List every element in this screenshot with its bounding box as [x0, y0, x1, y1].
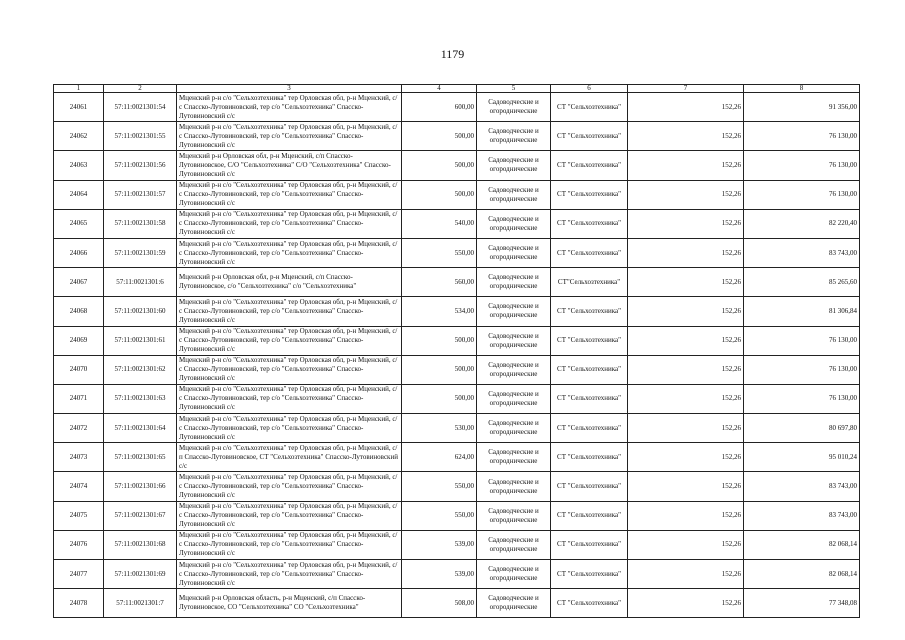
area-cell: 500,00	[402, 355, 477, 384]
row-number-cell: 24073	[54, 443, 104, 472]
table-row	[54, 93, 860, 122]
address-cell: Мценский р-н Орловская обл, р-н Мценский, с/п Спасско-Лутовиновское, С/О "Сельхозтехника" С/О "Сельхозтехника" Спасско-Лутовиновский с/с	[177, 151, 402, 180]
land-use-cell: Садоводческие и огороднические	[477, 384, 551, 413]
owner-cell: СТ "Сельхозтехника"	[551, 355, 628, 384]
cadastral-number-cell: 57:11:0021301:65	[104, 443, 177, 472]
owner-cell: СТ "Сельхозтехника"	[551, 414, 628, 443]
cadastral-number-cell: 57:11:0021301:69	[104, 560, 177, 589]
row-number-cell: 24067	[54, 268, 104, 297]
address-cell: Мценский р-н с/о "Сельхозтехника" тер Орловская обл, р-н Мценский, с/с Спасско-Лутовиновский, тер с/о "Сельхозтехника" Спасско-Лутовиновский с/с	[177, 560, 402, 589]
cadastral-number-cell: 57:11:0021301:60	[104, 297, 177, 326]
land-use-cell: Садоводческие и огороднические	[477, 443, 551, 472]
land-use-cell: Садоводческие и огороднические	[477, 297, 551, 326]
table-row	[54, 326, 860, 355]
cadastral-value-cell: 76 130,00	[744, 180, 860, 209]
row-number-cell: 24077	[54, 560, 104, 589]
rate-cell: 152,26	[628, 560, 744, 589]
row-number-cell: 24066	[54, 238, 104, 267]
table-row	[54, 209, 860, 238]
column-header: 6	[551, 85, 628, 93]
table-row	[54, 501, 860, 530]
address-cell: Мценский р-н с/о "Сельхозтехника" тер Орловская обл, р-н Мценский, с/с Спасско-Лутовиновский, тер с/о "Сельхозтехника" Спасско-Лутовиновский с/с	[177, 209, 402, 238]
land-use-cell: Садоводческие и огороднические	[477, 414, 551, 443]
header-row	[54, 85, 860, 93]
cadastral-value-cell: 83 743,00	[744, 472, 860, 501]
owner-cell: СТ "Сельхозтехника"	[551, 209, 628, 238]
owner-cell: СТ "Сельхозтехника"	[551, 326, 628, 355]
cadastral-number-cell: 57:11:0021301:68	[104, 530, 177, 559]
land-use-cell: Садоводческие и огороднические	[477, 209, 551, 238]
cadastral-number-cell: 57:11:0021301:62	[104, 355, 177, 384]
area-cell: 500,00	[402, 384, 477, 413]
cadastral-value-cell: 76 130,00	[744, 384, 860, 413]
cadastral-number-cell: 57:11:0021301:67	[104, 501, 177, 530]
row-number-cell: 24072	[54, 414, 104, 443]
table-row	[54, 560, 860, 589]
owner-cell: СТ "Сельхозтехника"	[551, 238, 628, 267]
area-cell: 624,00	[402, 443, 477, 472]
cadastral-value-cell: 77 348,08	[744, 589, 860, 618]
area-cell: 539,00	[402, 560, 477, 589]
row-number-cell: 24078	[54, 589, 104, 618]
address-cell: Мценский р-н с/о "Сельхозтехника" тер Орловская обл, р-н Мценский, с/с Спасско-Лутовиновский, тер с/о "Сельхозтехника" Спасско-Лутовиновский с/с	[177, 326, 402, 355]
cadastral-number-cell: 57:11:0021301:61	[104, 326, 177, 355]
land-use-cell: Садоводческие и огороднические	[477, 501, 551, 530]
land-use-cell: Садоводческие и огороднические	[477, 472, 551, 501]
area-cell: 500,00	[402, 122, 477, 151]
rate-cell: 152,26	[628, 355, 744, 384]
cadastral-number-cell: 57:11:0021301:57	[104, 180, 177, 209]
area-cell: 539,00	[402, 530, 477, 559]
table-row	[54, 414, 860, 443]
owner-cell: СТ "Сельхозтехника"	[551, 589, 628, 618]
address-cell: Мценский р-н с/о "Сельхозтехника" тер Орловская обл, р-н Мценский, с/с Спасско-Лутовиновский, тер с/о "Сельхозтехника" Спасско-Лутовиновский с/с	[177, 501, 402, 530]
cadastral-value-cell: 95 010,24	[744, 443, 860, 472]
cadastral-number-cell: 57:11:0021301:64	[104, 414, 177, 443]
address-cell: Мценский р-н с/о "Сельхозтехника" тер Орловская обл, р-н Мценский, с/с Спасско-Лутовиновский, тер с/о "Сельхозтехника" Спасско-Лутовиновский с/с	[177, 122, 402, 151]
rate-cell: 152,26	[628, 209, 744, 238]
cadastral-number-cell: 57:11:0021301:7	[104, 589, 177, 618]
address-cell: Мценский р-н с/о "Сельхозтехника" тер Орловская обл, р-н Мценский, с/с Спасско-Лутовиновский, тер с/о "Сельхозтехника" Спасско-Лутовиновский с/с	[177, 297, 402, 326]
row-number-cell: 24076	[54, 530, 104, 559]
table-row	[54, 268, 860, 297]
row-number-cell: 24062	[54, 122, 104, 151]
rate-cell: 152,26	[628, 268, 744, 297]
land-use-cell: Садоводческие и огороднические	[477, 238, 551, 267]
address-cell: Мценский р-н с/о "Сельхозтехника" тер Орловская обл, р-н Мценский, с/с Спасско-Лутовиновский, тер с/о "Сельхозтехника" Спасско-Лутовиновский с/с	[177, 384, 402, 413]
table-row	[54, 238, 860, 267]
land-use-cell: Садоводческие и огороднические	[477, 560, 551, 589]
rate-cell: 152,26	[628, 180, 744, 209]
address-cell: Мценский р-н Орловская обл, р-н Мценский, с/п Спасско-Лутовиновское, с/о "Сельхозтехника" с/о "Сельхозтехника"	[177, 268, 402, 297]
table-row	[54, 297, 860, 326]
owner-cell: СТ "Сельхозтехника"	[551, 501, 628, 530]
cadastral-value-cell: 76 130,00	[744, 355, 860, 384]
row-number-cell: 24071	[54, 384, 104, 413]
row-number-cell: 24075	[54, 501, 104, 530]
area-cell: 550,00	[402, 501, 477, 530]
cadastral-value-cell: 82 068,14	[744, 530, 860, 559]
area-cell: 500,00	[402, 326, 477, 355]
cadastral-value-cell: 76 130,00	[744, 326, 860, 355]
rate-cell: 152,26	[628, 384, 744, 413]
table-row	[54, 355, 860, 384]
area-cell: 550,00	[402, 472, 477, 501]
table-row	[54, 151, 860, 180]
area-cell: 500,00	[402, 151, 477, 180]
rate-cell: 152,26	[628, 238, 744, 267]
land-registry-table	[53, 84, 860, 618]
rate-cell: 152,26	[628, 326, 744, 355]
column-header: 3	[177, 85, 402, 93]
row-number-cell: 24074	[54, 472, 104, 501]
land-use-cell: Садоводческие и огороднические	[477, 151, 551, 180]
cadastral-number-cell: 57:11:0021301:54	[104, 93, 177, 122]
rate-cell: 152,26	[628, 151, 744, 180]
owner-cell: СТ "Сельхозтехника"	[551, 297, 628, 326]
table-row	[54, 443, 860, 472]
cadastral-value-cell: 82 068,14	[744, 560, 860, 589]
cadastral-number-cell: 57:11:0021301:66	[104, 472, 177, 501]
rate-cell: 152,26	[628, 93, 744, 122]
address-cell: Мценский р-н с/о "Сельхозтехника" тер Орловская обл, р-н Мценский, с/с Спасско-Лутовиновский, тер с/о "Сельхозтехника" Спасско-Лутовиновский с/с	[177, 93, 402, 122]
table-body	[54, 93, 860, 618]
address-cell: Мценский р-н с/о "Сельхозтехника" тер Орловская обл, р-н Мценский, с/с Спасско-Лутовиновский, тер с/о "Сельхозтехника" Спасско-Лутовиновский с/с	[177, 180, 402, 209]
address-cell: Мценский р-н с/о "Сельхозтехника" тер Орловская обл, р-н Мценский, с/с Спасско-Лутовиновский, тер с/о "Сельхозтехника" Спасско-Лутовиновский с/с	[177, 530, 402, 559]
owner-cell: СТ "Сельхозтехника"	[551, 151, 628, 180]
land-use-cell: Садоводческие и огороднические	[477, 180, 551, 209]
column-header: 7	[628, 85, 744, 93]
cadastral-value-cell: 81 306,84	[744, 297, 860, 326]
column-header: 4	[402, 85, 477, 93]
cadastral-number-cell: 57:11:0021301:63	[104, 384, 177, 413]
owner-cell: СТ "Сельхозтехника"	[551, 472, 628, 501]
area-cell: 600,00	[402, 93, 477, 122]
cadastral-value-cell: 76 130,00	[744, 122, 860, 151]
column-header: 1	[54, 85, 104, 93]
row-number-cell: 24069	[54, 326, 104, 355]
owner-cell: СТ "Сельхозтехника"	[551, 93, 628, 122]
table-row	[54, 530, 860, 559]
address-cell: Мценский р-н с/о "Сельхозтехника" тер Орловская обл, р-н Мценский, с/с Спасско-Лутовиновский, тер с/о "Сельхозтехника" Спасско-Лутовиновский с/с	[177, 472, 402, 501]
rate-cell: 152,26	[628, 472, 744, 501]
rate-cell: 152,26	[628, 297, 744, 326]
land-use-cell: Садоводческие и огороднические	[477, 268, 551, 297]
address-cell: Мценский р-н Орловская область, р-н Мценский, с/п Спасско-Лутовиновское, СО "Сельхозтехника" СО "Сельхозтехника"	[177, 589, 402, 618]
cadastral-value-cell: 85 265,60	[744, 268, 860, 297]
table-row	[54, 472, 860, 501]
cadastral-number-cell: 57:11:0021301:55	[104, 122, 177, 151]
cadastral-value-cell: 80 697,80	[744, 414, 860, 443]
column-header: 2	[104, 85, 177, 93]
row-number-cell: 24061	[54, 93, 104, 122]
cadastral-value-cell: 76 130,00	[744, 151, 860, 180]
owner-cell: СТ "Сельхозтехника"	[551, 384, 628, 413]
cadastral-value-cell: 82 220,40	[744, 209, 860, 238]
area-cell: 534,00	[402, 297, 477, 326]
land-use-cell: Садоводческие и огороднические	[477, 355, 551, 384]
rate-cell: 152,26	[628, 530, 744, 559]
owner-cell: СТ"Сельхозтехника"	[551, 268, 628, 297]
area-cell: 550,00	[402, 238, 477, 267]
column-header: 5	[477, 85, 551, 93]
area-cell: 530,00	[402, 414, 477, 443]
rate-cell: 152,26	[628, 122, 744, 151]
land-use-cell: Садоводческие и огороднические	[477, 122, 551, 151]
cadastral-number-cell: 57:11:0021301:6	[104, 268, 177, 297]
land-use-cell: Садоводческие и огороднические	[477, 589, 551, 618]
table-row	[54, 122, 860, 151]
row-number-cell: 24070	[54, 355, 104, 384]
row-number-cell: 24065	[54, 209, 104, 238]
land-use-cell: Садоводческие и огороднические	[477, 93, 551, 122]
cadastral-value-cell: 91 356,00	[744, 93, 860, 122]
row-number-cell: 24068	[54, 297, 104, 326]
table-row	[54, 384, 860, 413]
row-number-cell: 24063	[54, 151, 104, 180]
table-row	[54, 589, 860, 618]
area-cell: 508,00	[402, 589, 477, 618]
cadastral-number-cell: 57:11:0021301:56	[104, 151, 177, 180]
rate-cell: 152,26	[628, 443, 744, 472]
cadastral-value-cell: 83 743,00	[744, 238, 860, 267]
land-use-cell: Садоводческие и огороднические	[477, 326, 551, 355]
cadastral-number-cell: 57:11:0021301:59	[104, 238, 177, 267]
area-cell: 500,00	[402, 180, 477, 209]
owner-cell: СТ "Сельхозтехника"	[551, 443, 628, 472]
cadastral-number-cell: 57:11:0021301:58	[104, 209, 177, 238]
owner-cell: СТ "Сельхозтехника"	[551, 122, 628, 151]
rate-cell: 152,26	[628, 501, 744, 530]
owner-cell: СТ "Сельхозтехника"	[551, 180, 628, 209]
row-number-cell: 24064	[54, 180, 104, 209]
owner-cell: СТ "Сельхозтехника"	[551, 560, 628, 589]
column-header: 8	[744, 85, 860, 93]
owner-cell: СТ "Сельхозтехника"	[551, 530, 628, 559]
area-cell: 560,00	[402, 268, 477, 297]
land-use-cell: Садоводческие и огороднические	[477, 530, 551, 559]
address-cell: Мценский р-н с/о "Сельхозтехника" тер Орловская обл, р-н Мценский, с/с Спасско-Лутовиновский, тер с/о "Сельхозтехника" Спасско-Лутовиновский с/с	[177, 238, 402, 267]
address-cell: Мценский р-н с/о "Сельхозтехника" тер Орловская обл, р-н Мценский, с/п Спасско-Лутовиновское, СТ "Сельхозтехника" Спасско-Лутовиновский с/с	[177, 443, 402, 472]
address-cell: Мценский р-н с/о "Сельхозтехника" тер Орловская обл, р-н Мценский, с/с Спасско-Лутовиновский, тер с/о "Сельхозтехника" Спасско-Лутовиновский с/с	[177, 355, 402, 384]
area-cell: 540,00	[402, 209, 477, 238]
table-row	[54, 180, 860, 209]
address-cell: Мценский р-н с/о "Сельхозтехника" тер Орловская обл, р-н Мценский, с/с Спасско-Лутовиновский, тер с/о "Сельхозтехника" Спасско-Лутовиновский с/с	[177, 414, 402, 443]
page-number: 1179	[440, 47, 465, 61]
rate-cell: 152,26	[628, 414, 744, 443]
cadastral-value-cell: 83 743,00	[744, 501, 860, 530]
rate-cell: 152,26	[628, 589, 744, 618]
